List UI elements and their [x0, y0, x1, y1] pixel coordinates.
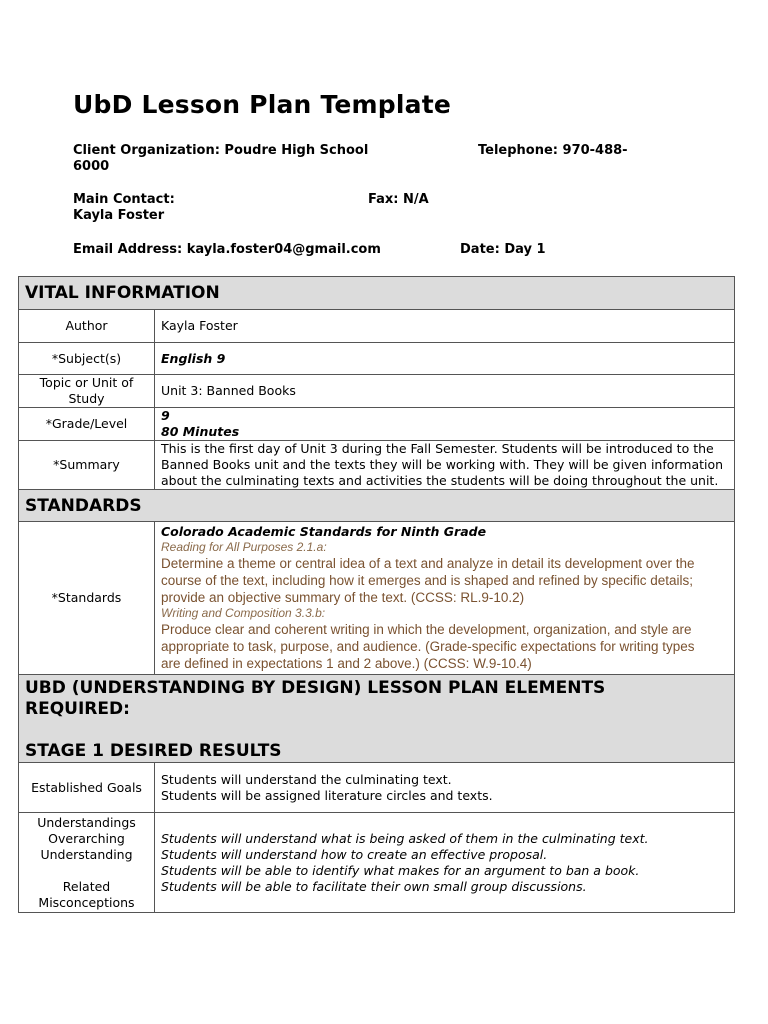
date: Date: Day 1	[460, 242, 546, 257]
author-value: Kayla Foster	[155, 310, 735, 343]
understanding-line: Students will understand what is being asked of them in the culminating text.	[161, 830, 649, 846]
grade-minutes: 80 Minutes	[161, 424, 240, 439]
understandings-label-line: Related	[62, 878, 111, 894]
understandings-label-line: Overarching	[48, 830, 125, 846]
subject-value: English 9	[155, 343, 735, 375]
standard-text: Determine a theme or central idea of a text and analyze in detail its development over the	[161, 556, 695, 571]
standard-subheading: Reading for All Purposes 2.1.a:	[161, 540, 327, 554]
section-heading	[19, 675, 735, 763]
table-row	[19, 522, 735, 675]
table-row	[19, 343, 735, 375]
standard-text: appropriate to task, purpose, and audience. (Grade-specific expectations for writing types	[161, 639, 695, 654]
understandings-value	[155, 813, 735, 913]
established-goals-value	[155, 763, 735, 813]
document-title: UbD Lesson Plan Template	[73, 90, 452, 119]
summary-value	[155, 441, 735, 490]
standard-text: Produce clear and coherent writing in which the development, organization, and style are	[161, 622, 692, 637]
table-row	[19, 763, 735, 813]
table-row	[19, 441, 735, 490]
summary-label: *Summary	[19, 441, 155, 490]
grade-level: 9	[161, 408, 170, 423]
grade-label: *Grade/Level	[19, 408, 155, 441]
section-ubd-elements	[19, 675, 735, 763]
summary-line: about the culminating texts and activities the students will be doing throughout the unit.	[161, 473, 719, 488]
spacer	[25, 720, 728, 741]
lesson-plan-table	[18, 276, 735, 913]
section-heading: VITAL INFORMATION	[19, 277, 735, 310]
goal-line: Students will be assigned literature circles and texts.	[161, 787, 493, 803]
section-vital-information	[19, 277, 735, 310]
table-row	[19, 310, 735, 343]
summary-line: Banned Books unit and the texts they will be working with. They will be given information	[161, 457, 724, 472]
standards-value	[155, 522, 735, 675]
topic-value: Unit 3: Banned Books	[155, 375, 735, 408]
table-row	[19, 813, 735, 913]
fax: Fax: N/A	[368, 192, 429, 207]
understandings-label	[19, 813, 155, 913]
telephone: Telephone: 970-488-	[478, 143, 628, 158]
standard-subheading: Writing and Composition 3.3.b:	[161, 606, 326, 620]
understanding-line: Students will understand how to create an effective proposal.	[161, 846, 548, 862]
ubd-heading-line: UBD (UNDERSTANDING BY DESIGN) LESSON PLAN ELEMENTS	[25, 677, 606, 698]
grade-value	[155, 408, 735, 441]
stage1-heading: STAGE 1 DESIRED RESULTS	[25, 740, 282, 761]
author-label: Author	[19, 310, 155, 343]
main-contact-label: Main Contact:	[73, 192, 175, 207]
understandings-label-line: Misconceptions	[38, 894, 135, 910]
ubd-heading-line: REQUIRED:	[25, 698, 130, 719]
understanding-line: Students will be able to identify what makes for an argument to ban a book.	[161, 862, 640, 878]
understandings-label-line: Understandings	[37, 814, 136, 830]
goal-line: Students will understand the culminating text.	[161, 771, 452, 787]
main-contact-name: Kayla Foster	[73, 208, 165, 223]
client-organization: Client Organization: Poudre High School	[73, 143, 369, 158]
subject-label: *Subject(s)	[19, 343, 155, 375]
summary-line: This is the first day of Unit 3 during the Fall Semester. Students will be introduced to the	[161, 441, 714, 456]
standards-heading: Colorado Academic Standards for Ninth Grade	[161, 524, 487, 539]
standard-text: are defined in expectations 1 and 2 above.) (CCSS: W.9-10.4)	[161, 656, 532, 671]
topic-label-line: Topic or Unit of	[39, 375, 134, 390]
spacer	[25, 863, 148, 879]
established-goals-label: Established Goals	[19, 763, 155, 813]
understanding-line: Students will be able to facilitate their own small group discussions.	[161, 878, 587, 894]
topic-label-line: Study	[68, 391, 105, 406]
section-heading: STANDARDS	[19, 490, 735, 522]
standard-text: provide an objective summary of the text. (CCSS: RL.9-10.2)	[161, 590, 525, 605]
telephone-continued: 6000	[73, 159, 110, 174]
section-standards	[19, 490, 735, 522]
table-row	[19, 408, 735, 441]
standard-text: course of the text, including how it emerges and is shaped and refined by specific details;	[161, 573, 694, 588]
table-row	[19, 375, 735, 408]
topic-label	[19, 375, 155, 408]
understandings-label-line: Understanding	[40, 846, 133, 862]
standards-label: *Standards	[19, 522, 155, 675]
email-address: Email Address: kayla.foster04@gmail.com	[73, 242, 381, 257]
